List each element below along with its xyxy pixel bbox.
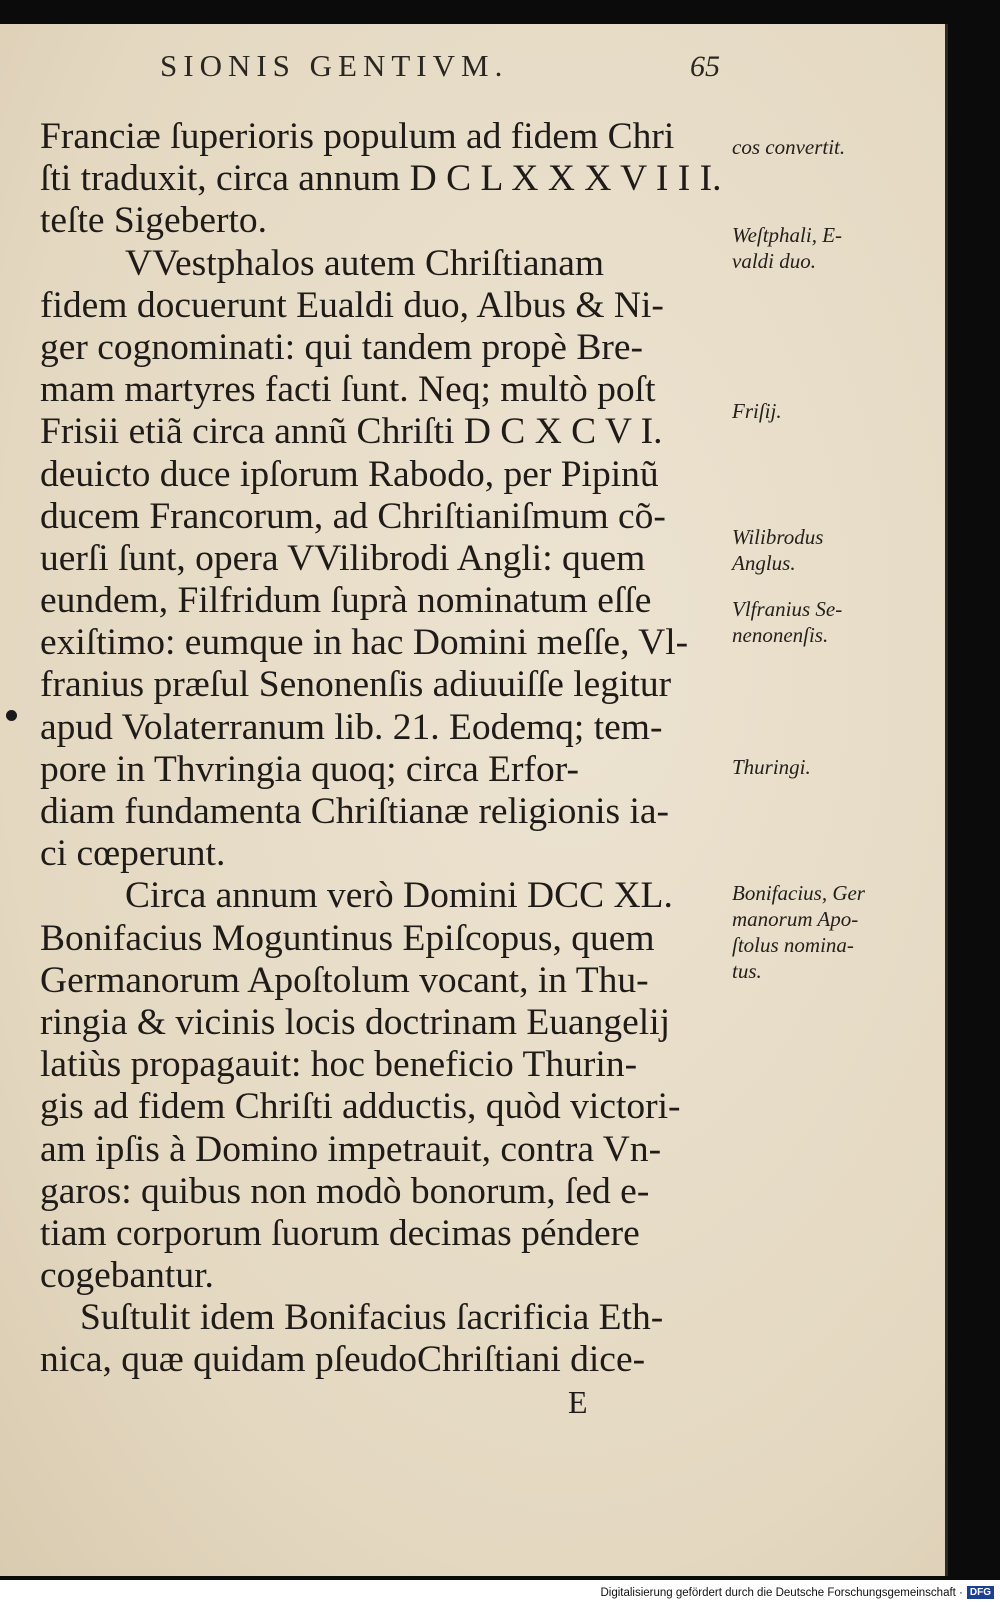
text-line: Franciæ ſuperioris populum ad fidem Chri	[40, 116, 675, 157]
footer-credit: Digitalisierung gefördert durch die Deutsche Forschungsgemeinschaft ·	[600, 1586, 963, 1599]
page-number: 65	[690, 50, 720, 83]
text-line: teſte Sigeberto.	[40, 200, 268, 242]
text-line: mam martyres facti ſunt. Neq; multò poſt	[40, 369, 656, 411]
text-line: nica, quæ quidam pſeudoChriſtiani dice-	[40, 1339, 646, 1381]
margin-note	[732, 222, 842, 274]
text-line: Suſtulit idem Bonifacius ſacrificia Eth-	[80, 1297, 664, 1339]
margin-note	[732, 880, 865, 984]
text-line: pore in Thvringia quoq; circa Erfor-	[40, 748, 579, 790]
text-line: ducem Francorum, ad Chriſtianiſmum cõ-	[40, 495, 666, 537]
text-line: franius præſul Senonenſis adiuuiſſe legitur	[40, 664, 672, 706]
text-line: diam fundamenta Chriſtianæ religionis ia-	[40, 791, 670, 832]
signature-mark: E	[568, 1384, 588, 1420]
running-title: SIONIS GENTIVM.	[160, 48, 509, 83]
margin-note-line: Wilibrodus	[732, 525, 824, 549]
ink-spot	[6, 710, 17, 721]
text-line: VVestphalos autem Chriſtianam	[125, 242, 605, 284]
dfg-logo: DFG	[967, 1586, 994, 1599]
text-line: Bonifacius Moguntinus Epiſcopus, quem	[40, 917, 655, 959]
text-line: ger cognominati: qui tandem propè Bre-	[40, 326, 643, 368]
text-line: am ipſis à Domino impetrauit, contra Vn-	[40, 1128, 662, 1170]
text-line: deuicto duce ipſorum Rabodo, per Pipinũ	[40, 453, 659, 495]
text-line: tiam corporum ſuorum decimas péndere	[40, 1212, 640, 1254]
margin-note-line: Weſtphali, E-	[732, 223, 843, 247]
text-line: apud Volaterranum lib. 21. Eodemq; tem-	[40, 706, 663, 748]
margin-note	[732, 134, 845, 160]
digitization-footer	[0, 1580, 1000, 1605]
book-page	[0, 24, 948, 1576]
margin-note-line: Anglus.	[732, 551, 796, 575]
text-line: uerſi ſunt, opera VVilibrodi Angli: quem	[40, 537, 646, 579]
margin-note	[732, 398, 782, 424]
text-line: ſti traduxit, circa annum D C L X X X V I I I.	[40, 158, 722, 200]
text-line: Germanorum Apoſtolum vocant, in Thu-	[40, 959, 649, 1001]
text-line: ringia & vicinis locis doctrinam Euangelij	[40, 1001, 671, 1043]
text-line: gis ad fidem Chriſti adductis, quòd victori-	[40, 1086, 681, 1128]
text-line: exiſtimo: eumque in hac Domini meſſe, Vl-	[40, 622, 689, 664]
margin-note-line: cos convertit.	[732, 135, 846, 159]
margin-note-line: Friſij.	[732, 399, 782, 423]
margin-note-line: tus.	[732, 959, 762, 983]
margin-note-line: ſtolus nomina-	[732, 933, 854, 957]
text-line: fidem docuerunt Eualdi duo, Albus & Ni-	[40, 284, 664, 326]
text-line: Circa annum verò Domini DCC XL.	[125, 875, 673, 917]
text-line: eundem, Filfridum ſuprà nominatum eſſe	[40, 580, 652, 622]
margin-note	[732, 524, 823, 576]
text-line: Frisii etiã circa annũ Chriſti D C X C V I.	[40, 411, 663, 453]
text-line: garos: quibus non modò bonorum, ſed e-	[40, 1170, 650, 1212]
main-text-block	[40, 116, 730, 1382]
text-line: ci cœperunt.	[40, 833, 226, 875]
text-line: cogebantur.	[40, 1255, 214, 1297]
margin-note	[732, 754, 811, 780]
margin-note	[732, 596, 842, 648]
margin-note-line: Thuringi.	[732, 755, 811, 779]
margin-note-line: Bonifacius, Ger	[732, 881, 865, 905]
margin-note-line: nenonenſis.	[732, 623, 829, 647]
margin-note-line: manorum Apo-	[732, 907, 859, 931]
margin-note-line: valdi duo.	[732, 249, 816, 273]
margin-note-line: Vlfranius Se-	[732, 597, 843, 621]
text-line: latiùs propagauit: hoc beneficio Thurin-	[40, 1044, 638, 1086]
